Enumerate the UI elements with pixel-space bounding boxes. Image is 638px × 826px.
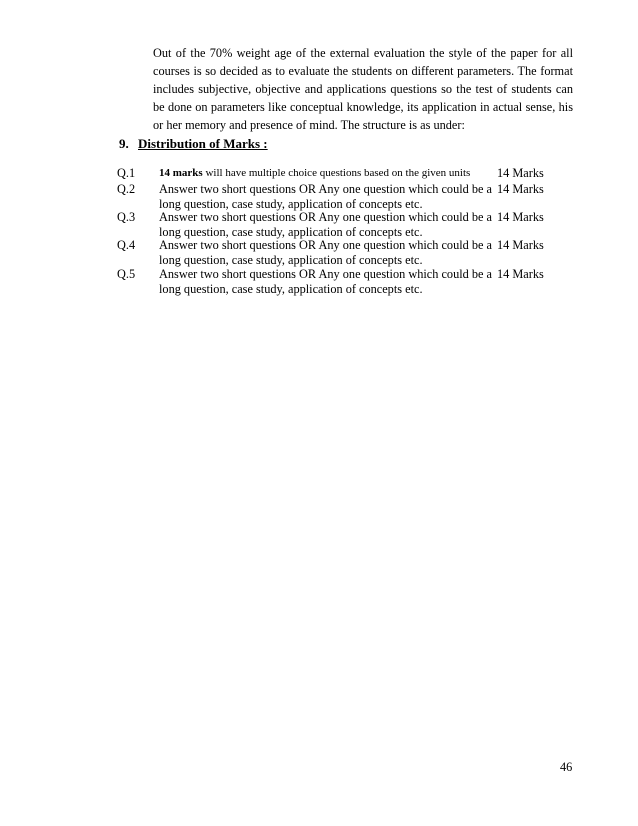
question-marks: 14 Marks (497, 210, 544, 224)
question-marks: 14 Marks (497, 238, 544, 252)
question-text: Answer two short questions OR Any one question which could be a long question, case study, application of concepts etc. (159, 182, 493, 211)
question-number: Q.5 (117, 267, 136, 281)
question-text: Answer two short questions OR Any one question which could be a long question, case study, application of concepts etc. (159, 238, 493, 267)
question-marks: 14 Marks (497, 166, 544, 180)
question-number: Q.3 (117, 210, 136, 224)
question-bold-prefix: 14 marks (159, 167, 203, 179)
intro-paragraph: Out of the 70% weight age of the external evaluation the style of the paper for all courses is so decided as to evaluate the students on different parameters. The format includes subjective, objective and applications questions so the test of students can be done on parameters like conceptual knowledge, its application in actual sense, his or her memory and presence of mind. The structure is as under: (153, 46, 573, 132)
section-heading (119, 136, 268, 152)
question-text: Answer two short questions OR Any one question which could be a long question, case study, application of concepts etc. (159, 267, 493, 296)
question-text (159, 166, 499, 181)
section-number: 9. (119, 136, 129, 151)
question-number: Q.4 (117, 238, 136, 252)
section-title: Distribution of Marks : (138, 136, 268, 151)
question-text: Answer two short questions OR Any one question which could be a long question, case study, application of concepts etc. (159, 210, 493, 239)
question-marks: 14 Marks (497, 182, 544, 196)
question-number: Q.2 (117, 182, 136, 196)
page-number: 46 (560, 760, 573, 774)
question-number: Q.1 (117, 166, 136, 180)
question-text-rest: will have multiple choice questions based on the given units (202, 167, 471, 179)
question-marks: 14 Marks (497, 267, 544, 281)
